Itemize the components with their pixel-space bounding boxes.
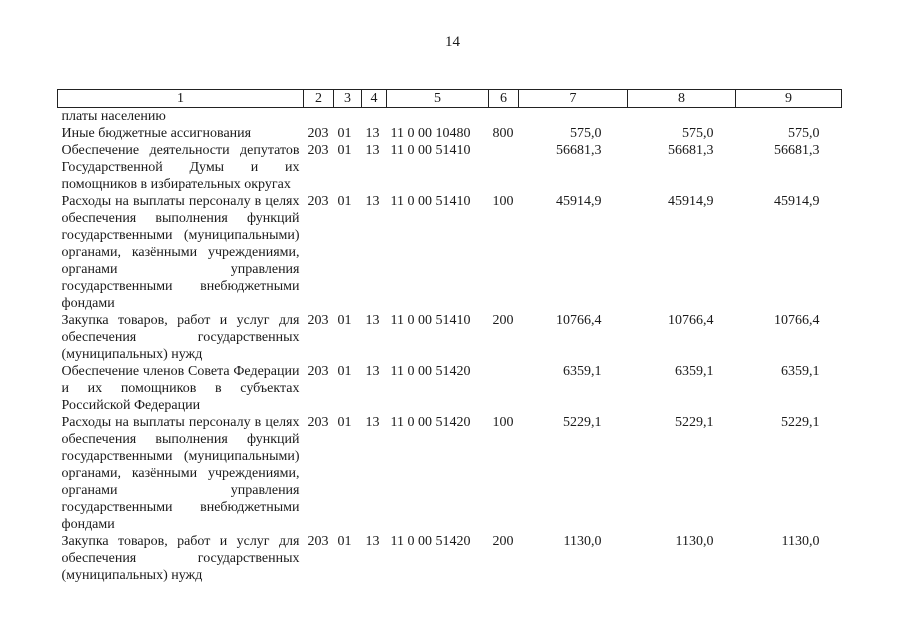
cell-admin-code: 203 [307,534,329,549]
cell-amount-7: 6359,1 [563,364,602,379]
cell-amount-9: 1130,0 [781,534,820,549]
row-name: Обеспечение деятельности депутатов Государственной Думы и их помощников в избирательных округах [61,143,300,192]
table-row [58,533,842,584]
cell-target-article [387,108,489,126]
cell-section: 01 [337,126,352,141]
cell-amount-9: 575,0 [788,126,820,141]
cell-expense-type: 100 [492,194,514,209]
cell-section: 01 [337,143,352,158]
header-col-3: 3 [334,90,362,108]
cell-amount-9: 5229,1 [781,415,820,430]
header-col-8: 8 [628,90,736,108]
cell-amount-8 [628,108,736,126]
header-row [58,90,842,108]
cell-section: 01 [337,364,352,379]
table-row [58,363,842,414]
cell-amount-7: 56681,3 [556,143,602,158]
table-row [58,142,842,193]
cell-admin-code: 203 [307,415,329,430]
cell-target-article: 11 0 00 51420 [390,415,471,430]
cell-amount-9: 45914,9 [774,194,820,209]
cell-section: 01 [337,415,352,430]
cell-expense-type [489,142,519,193]
cell-amount-7 [519,108,628,126]
cell-amount-7: 45914,9 [556,194,602,209]
cell-admin-code [304,108,334,126]
cell-amount-9: 10766,4 [774,313,820,328]
row-name: платы населению [61,109,166,124]
cell-amount-7: 10766,4 [556,313,602,328]
row-name: Закупка товаров, работ и услуг для обеспечения государственных (муниципальных) нужд [61,534,300,583]
cell-expense-type [489,108,519,126]
cell-target-article: 11 0 00 51410 [390,313,471,328]
cell-amount-8: 45914,9 [668,194,714,209]
row-name: Расходы на выплаты персоналу в целях обеспечения выполнения функций государственными (муниципальными) органами, казёнными учреждениями, органами управления государственными внебюджетными фондами [61,194,300,311]
cell-amount-9: 6359,1 [781,364,820,379]
header-col-6: 6 [489,90,519,108]
table-body [58,108,842,585]
table-row [58,193,842,312]
cell-subsection: 13 [365,313,380,328]
cell-admin-code: 203 [307,126,329,141]
cell-amount-9: 56681,3 [774,143,820,158]
cell-amount-8: 1130,0 [675,534,714,549]
cell-section: 01 [337,194,352,209]
cell-amount-8: 575,0 [682,126,714,141]
cell-amount-7: 5229,1 [563,415,602,430]
cell-amount-9 [736,108,842,126]
cell-amount-8: 10766,4 [668,313,714,328]
table-row [58,312,842,363]
budget-table [57,89,842,584]
cell-expense-type: 200 [492,313,514,328]
cell-target-article: 11 0 00 51420 [390,534,471,549]
cell-section: 01 [337,313,352,328]
cell-subsection: 13 [365,126,380,141]
table-row [58,414,842,533]
cell-subsection: 13 [365,194,380,209]
row-name: Обеспечение членов Совета Федерации и их помощников в субъектах Российской Федерации [61,364,300,413]
table-header [58,90,842,108]
table-row [58,108,842,126]
cell-admin-code: 203 [307,364,329,379]
cell-admin-code: 203 [307,143,329,158]
cell-expense-type: 100 [492,415,514,430]
cell-admin-code: 203 [307,194,329,209]
table-row [58,125,842,142]
cell-amount-7: 1130,0 [563,534,602,549]
header-col-5: 5 [387,90,489,108]
cell-amount-7: 575,0 [570,126,602,141]
cell-amount-8: 6359,1 [675,364,714,379]
cell-target-article: 11 0 00 51420 [390,364,471,379]
cell-subsection: 13 [365,415,380,430]
row-name: Закупка товаров, работ и услуг для обеспечения государственных (муниципальных) нужд [61,313,300,362]
cell-expense-type [489,363,519,414]
page-number: 14 [445,34,460,50]
cell-target-article: 11 0 00 10480 [390,126,471,141]
cell-admin-code: 203 [307,313,329,328]
cell-section: 01 [337,534,352,549]
cell-subsection: 13 [365,364,380,379]
header-col-2: 2 [304,90,334,108]
cell-subsection [362,108,387,126]
cell-expense-type: 200 [492,534,514,549]
cell-amount-8: 56681,3 [668,143,714,158]
cell-expense-type: 800 [492,126,514,141]
cell-target-article: 11 0 00 51410 [390,143,471,158]
row-name: Расходы на выплаты персоналу в целях обеспечения выполнения функций государственными (муниципальными) органами, казёнными учреждениями, органами управления государственными внебюджетными фондами [61,415,300,532]
header-col-4: 4 [362,90,387,108]
header-col-9: 9 [736,90,842,108]
cell-target-article: 11 0 00 51410 [390,194,471,209]
cell-amount-8: 5229,1 [675,415,714,430]
cell-section [334,108,362,126]
row-name: Иные бюджетные ассигнования [61,126,252,141]
header-col-7: 7 [519,90,628,108]
header-col-1: 1 [58,90,304,108]
cell-subsection: 13 [365,143,380,158]
cell-subsection: 13 [365,534,380,549]
